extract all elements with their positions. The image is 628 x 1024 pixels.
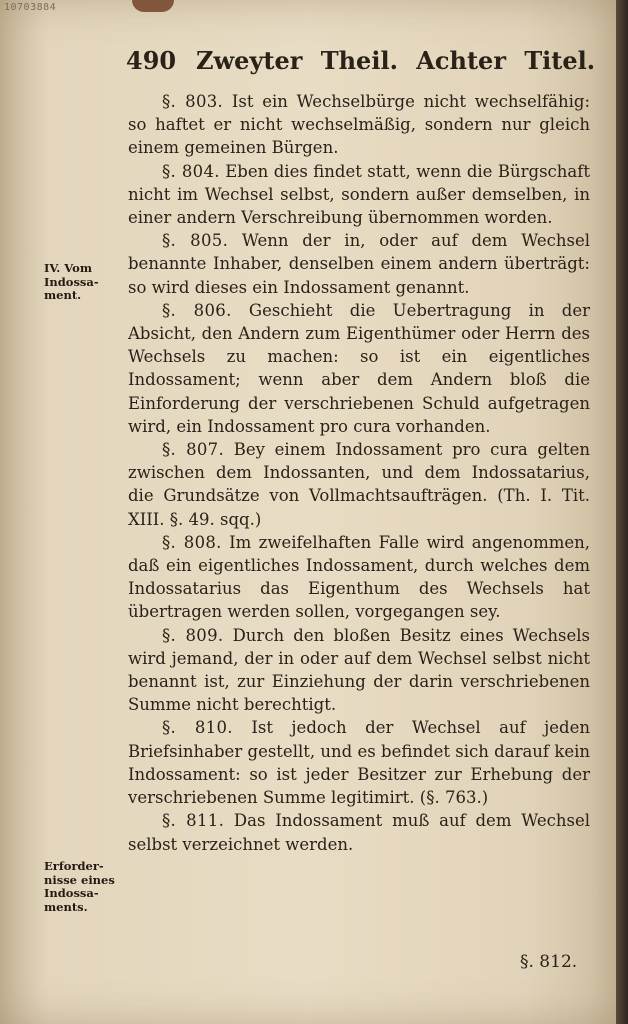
margin-note-text: Erforder- nisse eines Indossa- ments. [44,859,115,914]
margin-note-requirements [44,860,124,914]
paragraph-number: §. 805. [162,231,229,251]
margin-note-text: IV. Vom Indossa- ment. [44,261,99,302]
paragraph-text: Bey einem Indossament pro cura gelten zwischen dem Indossanten, und dem Indossatarius, die Grundsätze von Vollmachtsaufträgen. (Th. I. Tit. XIII. §. 49. sqq.) [128,440,591,529]
paragraph-text: Ist jedoch der Wechsel auf jeden Briefsinhaber gestellt, und es befindet sich darauf kein Indossament: so ist jeder Besitzer zur Erhebung der verschriebenen Summe legitimirt. (§. 763.) [128,718,591,808]
paragraph-text: Durch den bloßen Besitz eines Wechsels wird jemand, der in oder auf dem Wechsel selbst nicht benannt ist, zur Einziehung der darin verschriebenen Summe nicht berechtigt. [128,625,590,715]
paragraph-803 [128,90,590,160]
paragraph-808 [128,531,590,624]
paragraph-number: §. 806. [162,300,232,320]
paragraph-number: §. 809. [162,625,224,645]
paragraph-number: §. 804. [162,161,220,181]
page-number: 490 [126,46,177,75]
library-stamp: 10703884 [4,2,57,13]
body-text [128,90,590,856]
paragraph-text: Im zweifelhaften Falle wird angenommen, daß ein eigentliches Indossament, durch welches dem Indossatarius das Eigenthum des Wechsels hat übertragen werden sollen, vorgegangen sey. [128,532,591,622]
paragraph-number: §. 811. [162,811,225,831]
paragraph-text: Eben dies findet statt, wenn die Bürgschaft nicht im Wechsel selbst, sondern außer demselben, in einer andern Verschreibung übernommen worden. [128,161,590,228]
paragraph-805 [128,229,590,299]
paragraph-text: Ist ein Wechselbürge nicht wechselfähig: so haftet er nicht wechselmäßig, sondern nur gleich einem gemeinen Bürgen. [128,92,591,158]
paragraph-number: §. 808. [162,532,222,552]
paragraph-804 [128,160,590,230]
paragraph-number: §. 807. [162,440,225,460]
paragraph-text: Wenn der in, oder auf dem Wechsel benannte Inhaber, denselben einem andern überträgt: so wird dieses ein Indossament genannt. [128,231,590,297]
paragraph-806 [128,299,590,438]
paragraph-811 [128,809,590,855]
paragraph-number: §. 810. [162,718,233,738]
binding-stain [132,0,174,12]
paragraph-text: Geschieht die Uebertragung in der Absicht, den Andern zum Eigenthümer oder Herrn des Wechsels zu machen: so ist ein eigentliches Indossament; wenn aber dem Andern bloß die Einforderung der verschriebenen Schuld aufgetragen wird, ein Indossament pro cura vorhanden. [128,300,590,436]
page-header [126,46,606,82]
page-edge [616,0,628,1024]
paragraph-number: §. 803. [162,92,224,111]
paragraph-809 [128,624,590,717]
paragraph-810 [128,716,590,809]
margin-note-indossament [44,262,124,303]
catchword: §. 812. [520,952,578,972]
paragraph-text: Das Indossament muß auf dem Wechsel selbst verzeichnet werden. [128,811,591,854]
paragraph-807 [128,438,590,531]
running-title: Zweyter Theil. Achter Titel. [196,46,596,75]
